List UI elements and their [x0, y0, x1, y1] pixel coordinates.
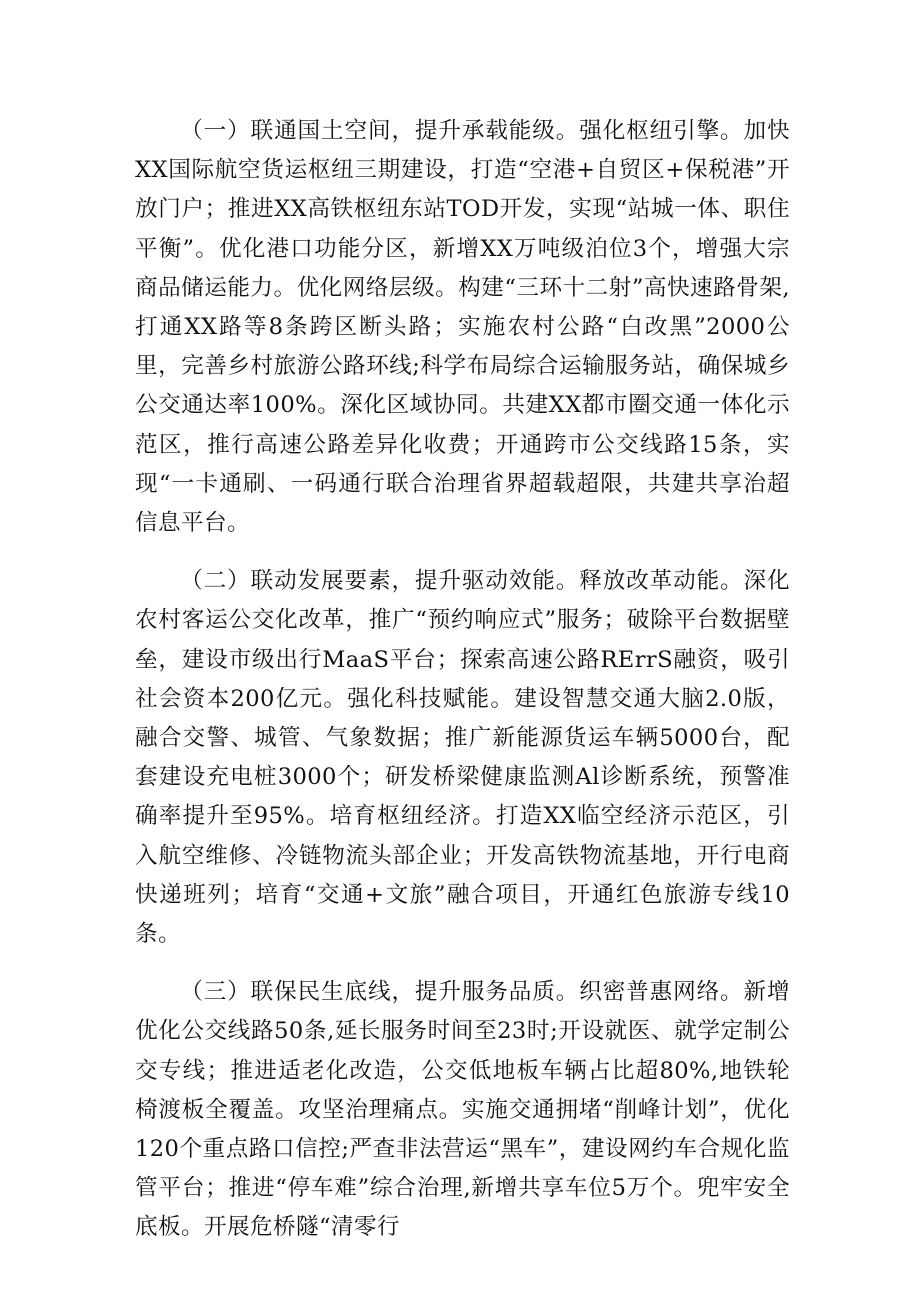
paragraph-3: （三）联保民生底线，提升服务品质。织密普惠网络。新增优化公交线路50条,延长服务时间至23时;开设就医、就学定制公交专线；推进适老化改造，公交低地板车辆占比超80%,地铁轮椅渡板全覆盖。攻坚治理痛点。实施交通拥堵“削峰计划”，优化120个重点路口信控;严查非法营运“黑车”，建设网约车合规化监管平台；推进“停车难”综合治理,新增共享车位5万个。兜牢安全底板。开展危桥隧“清零行	[135, 979, 790, 1241]
paragraph-1: （一）联通国土空间，提升承载能级。强化枢纽引擎。加快XX国际航空货运枢纽三期建设，打造“空港+自贸区+保税港”开放门户；推进XX高铁枢纽东站TOD开发，实现“站城一体、职住平衡”。优化港口功能分区，新增XX万吨级泊位3个，增强大宗商品储运能力。优化网络层级。构建“三环十二射”高快速路骨架,打通XX路等8条跨区断头路；实施农村公路“白改黑”2000公里，完善乡村旅游公路环线;科学布局综合运输服务站，确保城乡公交通达率100%。深化区域协同。共建XX都市圈交通一体化示范区，推行高速公路差异化收费；开通跨市公交线路15条，实现“一卡通刷、一码通行联合治理省界超载超限，共建共享治超信息平台。	[135, 118, 790, 537]
paragraph-2: （二）联动发展要素，提升驱动效能。释放改革动能。深化农村客运公交化改革，推广“预约响应式”服务；破除平台数据壁垒，建设市级出行MaaS平台；探索高速公路RErrS融资，吸引社会资本200亿元。强化科技赋能。建设智慧交通大脑2.0版，融合交警、城管、气象数据；推广新能源货运车辆5000台，配套建设充电桩3000个；研发桥梁健康监测Al诊断系统，预警准确率提升至95%。培育枢纽经济。打造XX临空经济示范区，引入航空维修、冷链物流头部企业；开发高铁物流基地，开行电商快递班列；培育“交通+文旅”融合项目，开通红色旅游专线10条。	[135, 568, 790, 948]
